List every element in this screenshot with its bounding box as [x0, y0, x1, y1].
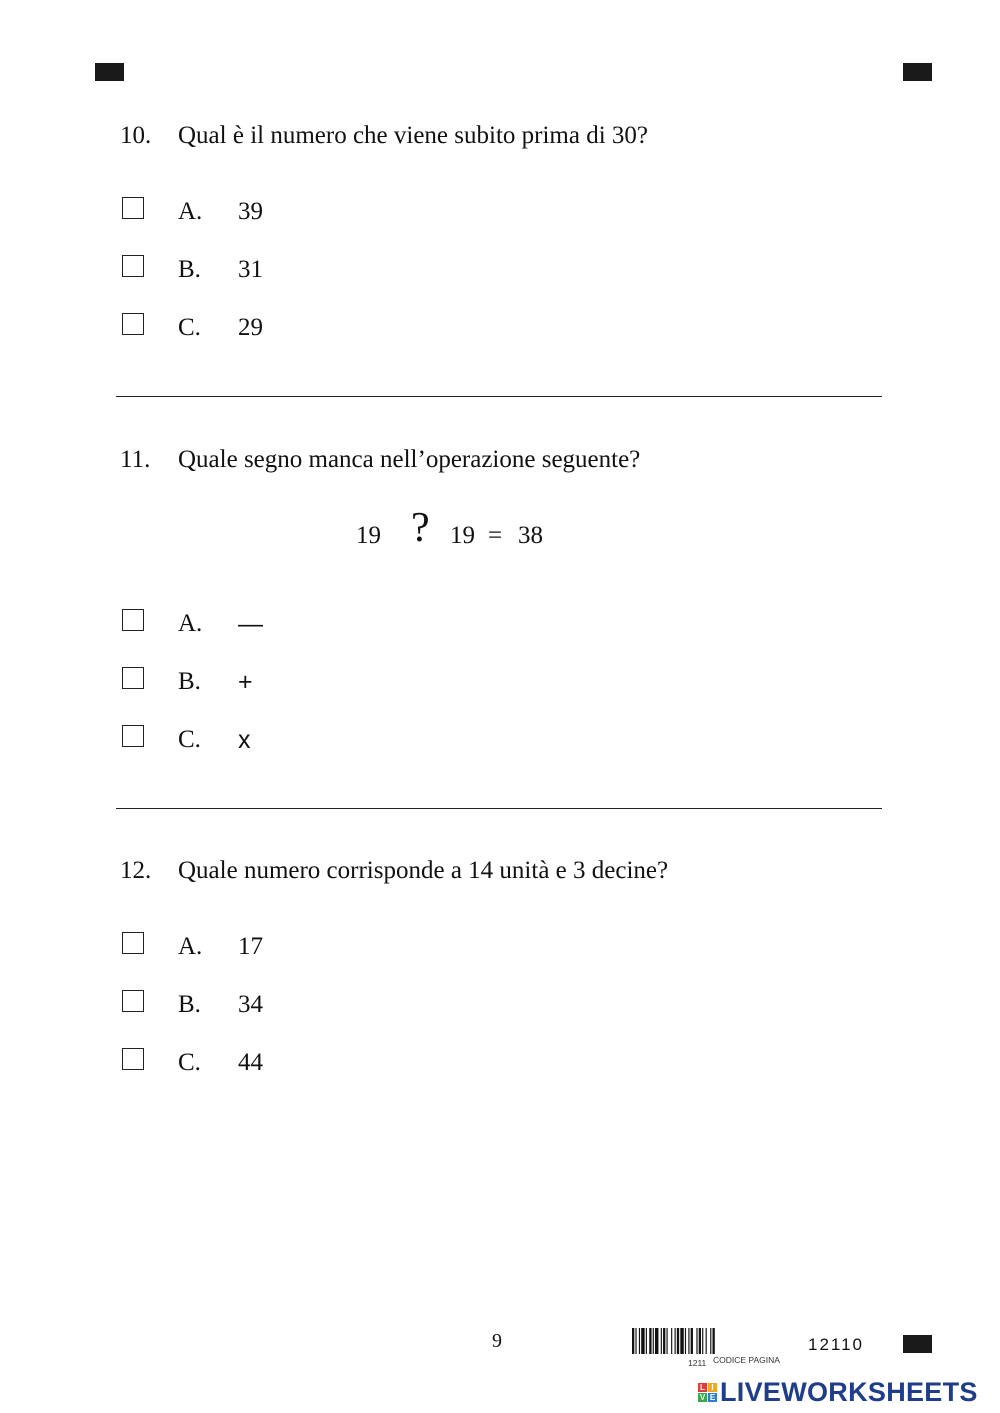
option-value: 31: [238, 256, 263, 283]
barcode-bar: [688, 1328, 689, 1354]
logo-text: LIVEWORKSHEETS: [720, 1376, 978, 1407]
barcode: [632, 1328, 772, 1354]
checkbox[interactable]: [122, 990, 144, 1012]
logo-letter: L: [698, 1383, 707, 1392]
barcode-bar: [649, 1328, 651, 1354]
option-value: 17: [238, 933, 263, 960]
question-10: [120, 121, 648, 151]
checkbox[interactable]: [122, 725, 144, 747]
option-value: 34: [238, 991, 263, 1018]
page-number: 9: [492, 1330, 502, 1352]
equation-right-operand: 19: [450, 522, 475, 549]
option-letter: A.: [178, 933, 203, 960]
barcode-bar: [713, 1328, 715, 1354]
question-number: 10.: [120, 122, 152, 149]
option-letter: C.: [178, 1049, 201, 1076]
barcode-bar: [702, 1328, 703, 1354]
equation-result: 38: [518, 522, 543, 549]
question-11: [120, 445, 640, 475]
logo-letter: I: [708, 1383, 717, 1392]
logo-icon: [698, 1383, 717, 1402]
barcode-bar: [635, 1328, 636, 1354]
barcode-bar: [699, 1328, 701, 1354]
option-letter: B.: [178, 256, 201, 283]
checkbox[interactable]: [122, 197, 144, 219]
barcode-bar: [680, 1328, 683, 1354]
barcode-bar: [671, 1328, 672, 1354]
option-value: —: [238, 610, 263, 638]
logo-letter: E: [709, 1392, 716, 1402]
barcode-bar: [675, 1328, 676, 1354]
barcode-bar: [641, 1328, 644, 1354]
option-value: 44: [238, 1049, 263, 1076]
barcode-bar: [655, 1328, 658, 1354]
question-text: Quale segno manca nell’operazione seguente?: [178, 446, 641, 473]
logo-letter: V: [699, 1392, 706, 1402]
option-letter: A.: [178, 198, 203, 225]
barcode-bar: [710, 1328, 711, 1354]
checkbox[interactable]: [122, 609, 144, 631]
equation-left-operand: 19: [356, 522, 381, 549]
barcode-bar: [661, 1328, 662, 1354]
page-code: 12110: [808, 1335, 865, 1354]
checkbox[interactable]: [122, 932, 144, 954]
barcode-bar: [667, 1328, 668, 1354]
barcode-bar: [696, 1328, 697, 1354]
checkbox[interactable]: [122, 1048, 144, 1070]
divider: [116, 396, 882, 397]
barcode-bar: [632, 1328, 634, 1354]
barcode-bar: [653, 1328, 654, 1354]
checkbox[interactable]: [122, 313, 144, 335]
equation-missing-operator: ?: [411, 505, 430, 551]
option-value: x: [238, 726, 251, 754]
barcode-bar: [677, 1328, 679, 1354]
option-value: +: [238, 668, 253, 696]
registration-mark-bottom-right: [903, 1335, 932, 1353]
option-value: 29: [238, 314, 263, 341]
equation-equals-sign: =: [488, 522, 503, 549]
option-letter: C.: [178, 726, 201, 753]
option-value: 39: [238, 198, 263, 225]
registration-mark-top-right: [903, 63, 932, 81]
barcode-bar: [646, 1328, 647, 1354]
checkbox[interactable]: [122, 255, 144, 277]
barcode-caption: CODICE PAGINA: [713, 1355, 780, 1365]
divider: [116, 808, 882, 809]
barcode-bar: [706, 1328, 707, 1354]
barcode-bar: [639, 1328, 640, 1354]
liveworksheets-logo: [698, 1377, 978, 1407]
option-letter: A.: [178, 610, 203, 637]
barcode-bar: [685, 1328, 686, 1354]
option-letter: C.: [178, 314, 201, 341]
registration-mark-top-left: [95, 63, 124, 81]
barcode-bar: [691, 1328, 693, 1354]
question-12: [120, 856, 668, 886]
checkbox[interactable]: [122, 667, 144, 689]
option-letter: B.: [178, 991, 201, 1018]
question-text: Quale numero corrisponde a 14 unità e 3 decine?: [178, 857, 669, 884]
question-text: Qual è il numero che viene subito prima di 30?: [178, 122, 649, 149]
question-number: 11.: [120, 446, 151, 473]
option-letter: B.: [178, 668, 201, 695]
question-number: 12.: [120, 857, 152, 884]
barcode-bar: [663, 1328, 665, 1354]
barcode-left-code: 1211: [688, 1358, 707, 1368]
